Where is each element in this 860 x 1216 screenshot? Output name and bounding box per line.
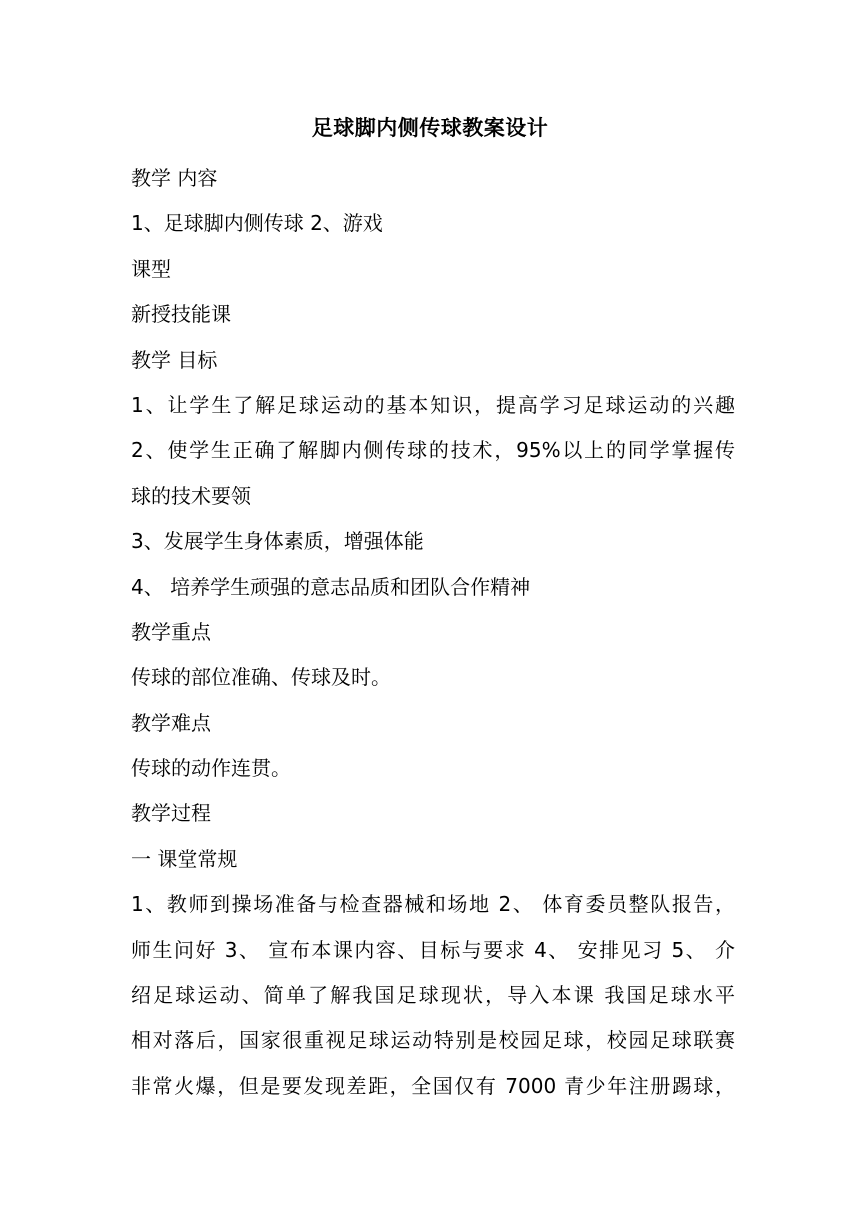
paragraph-routine-line: 相对落后，国家很重视足球运动特别是校园足球，校园足球联赛	[131, 1028, 735, 1053]
section-heading-content: 教学 内容	[131, 166, 218, 190]
goal-item-2: 2、使学生正确了解脚内侧传球的技术，95%以上的同学掌握传	[131, 438, 735, 463]
section-heading-process: 教学过程	[131, 801, 211, 826]
goal-item-4: 4、 培养学生顽强的意志品质和团队合作精神	[131, 574, 531, 599]
paragraph-difficulties: 传球的动作连贯。	[131, 756, 291, 781]
paragraph-type: 新授技能课	[131, 302, 231, 327]
goal-item-3: 3、发展学生身体素质，增强体能	[131, 529, 424, 554]
section-heading-difficulties: 教学难点	[131, 710, 211, 735]
section-heading-goals: 教学 目标	[131, 347, 218, 372]
section-heading-key-points: 教学重点	[131, 619, 211, 644]
paragraph-routine-line: 绍足球运动、简单了解我国足球现状，导入本课 我国足球水平	[131, 983, 735, 1008]
subsection-heading-routine: 一 课堂常规	[131, 846, 238, 871]
document-title: 足球脚内侧传球教案设计	[311, 116, 549, 140]
goal-item-2-continued: 球的技术要领	[131, 483, 251, 508]
paragraph-routine-line: 非常火爆，但是要发现差距，全国仅有 7000 青少年注册踢球，	[131, 1073, 735, 1098]
paragraph-routine-line: 师生问好 3、 宣布本课内容、目标与要求 4、 安排见习 5、 介	[131, 937, 735, 962]
goal-item-1: 1、让学生了解足球运动的基本知识，提高学习足球运动的兴趣	[131, 392, 735, 417]
paragraph-content: 1、足球脚内侧传球 2、游戏	[131, 211, 383, 236]
paragraph-routine-line: 1、教师到操场准备与检查器械和场地 2、 体育委员整队报告，	[131, 892, 735, 917]
document-body	[131, 156, 735, 1109]
section-heading-type: 课型	[131, 256, 171, 281]
paragraph-key-points: 传球的部位准确、传球及时。	[131, 665, 391, 690]
